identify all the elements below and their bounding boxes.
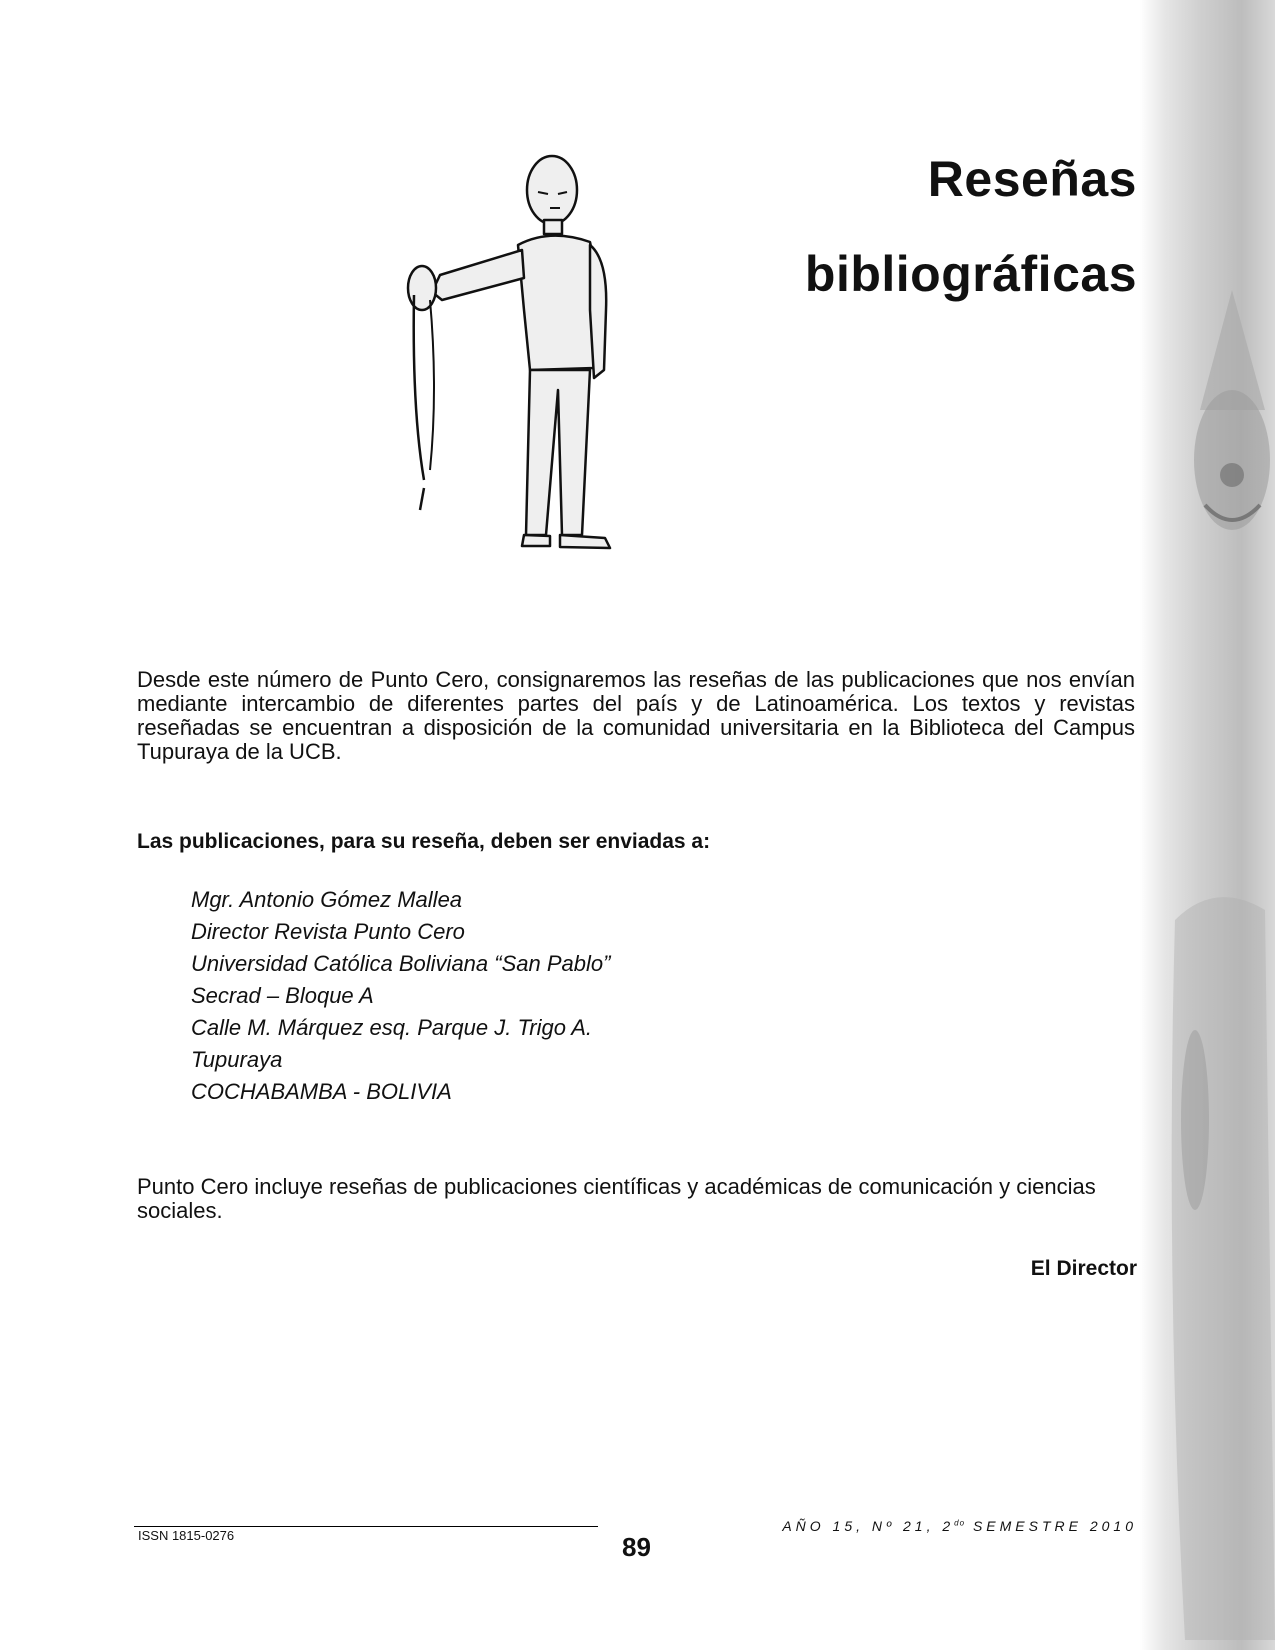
address-line: Calle M. Márquez esq. Parque J. Trigo A. (191, 1015, 593, 1040)
mailing-address (191, 884, 610, 1108)
address-line: Director Revista Punto Cero (191, 919, 465, 944)
clown-mask-icon (1190, 290, 1275, 550)
footer-divider (134, 1526, 598, 1527)
issn-label: ISSN 1815-0276 (138, 1528, 235, 1543)
page-title-line-2: bibliográficas (804, 246, 1137, 302)
decorative-side-strip (1140, 0, 1275, 1650)
send-instructions-heading: Las publicaciones, para su reseña, deben ser enviadas a: (137, 830, 711, 853)
address-line: COCHABAMBA - BOLIVIA (191, 1079, 452, 1104)
ghost-figure-icon (1155, 880, 1275, 1640)
address-line: Tupuraya (191, 1047, 283, 1072)
issue-superscript: do (954, 1518, 966, 1528)
page-number: 89 (622, 1532, 651, 1562)
signature: El Director (1030, 1257, 1137, 1280)
intro-paragraph: Desde este número de Punto Cero, consignaremos las reseñas de las publicaciones que nos envían mediante intercambio de diferentes partes del país y de Latinoamérica. Los textos y revistas reseñadas se encuentran a disposición de la comunidad universitaria en la Biblioteca del Campus Tupuraya de la UCB. (137, 667, 1135, 764)
issue-suffix: SEMESTRE 2010 (965, 1518, 1137, 1534)
man-holding-rope-illustration (400, 150, 680, 570)
closing-paragraph: Punto Cero incluye reseñas de publicaciones científicas y académicas de comunicación y ciencias sociales. (137, 1174, 1096, 1223)
address-line: Mgr. Antonio Gómez Mallea (191, 887, 463, 912)
issue-prefix: AÑO 15, Nº 21, 2 (782, 1518, 955, 1534)
address-line: Universidad Católica Boliviana “San Pablo” (191, 951, 611, 976)
page-title-line-1: Reseñas (927, 151, 1137, 207)
issue-label (782, 1518, 1137, 1534)
address-line: Secrad – Bloque A (191, 983, 374, 1008)
